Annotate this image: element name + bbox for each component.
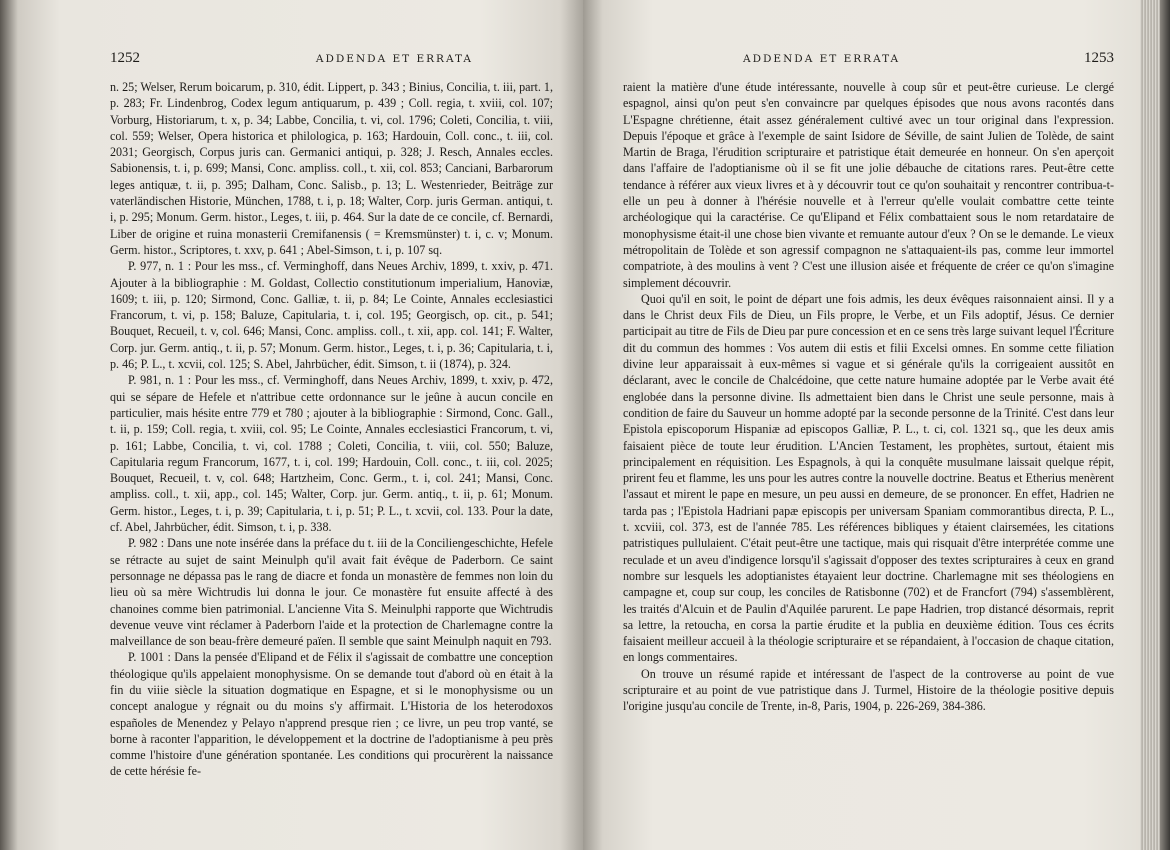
book-cover-edge <box>1160 0 1170 850</box>
right-paragraph-3: On trouve un résumé rapide et intéressant de l'aspect de la controverse au point de vue scripturaire et au point de vue patristique dans J. Turmel, Histoire de la théologie positive depuis l'origine jusqu'au concile de Trente, in-8, Paris, 1904, p. 226-269, 384-386. <box>623 666 1114 714</box>
right-running-head: ADDENDA ET ERRATA <box>743 53 901 65</box>
left-paragraph-4: P. 982 : Dans une note insérée dans la préface du t. iii de la Conciliengeschichte, Hefele se rétracte au sujet de saint Meinulph qu'il avait fait évêque de Paderborn. Ce saint personnage ne dépassa pas le rang de diacre et fonda un monastère de femmes non loin du lieu où sa mère Wichtrudis lui donna le jour. Ce monastère fut ensuite affecté à des chanoines comme bien patrimonial. L'ancienne Vita S. Meinulphi rapporte que Wichtrudis devenue veuve vint réclamer à Paderborn l'aide et la protection de Charlemagne contre la malveillance de son beau-frère demeuré païen. Il semble que saint Meinulph naquit en 793. <box>110 536 553 649</box>
right-page-number: 1253 <box>1084 50 1114 66</box>
left-paragraph-3: P. 981, n. 1 : Pour les mss., cf. Verminghoff, dans Neues Archiv, 1899, t. xxiv, p. 472, qui se sépare de Hefele et n'attribue cette ordonnance sur le jeûne à aucun concile en particulier, mais hésite entre 779 et 780 ; ajouter à la bibliographie : Sirmond, Conc. Gall., t. ii, p. 159; Coll. regia, t. xviii, col. 95; Le Cointe, Annales ecclesiastici Francorum, t. vi, p. 161; Labbe, Concilia, t. vi, col. 1788 ; Coleti, Concilia, t. viii, col. 550; Baluze, Capitularia regum Francorum, 1677, t. i, col. 199; Hardouin, Coll. conc., t. iii, col. 2025; Bouquet, Recueil, t. v, col. 648; Hartzheim, Conc. Germ., t. i, col. 241; Mansi, Conc. ampliss. coll., t. xii, app., col. 145; Walter, Corp. jur. Germ. antiq., t. ii, p. 61; Monum. Germ. histor., Leges, t. i, p. 39; Capitularia, t. i, p. 51; P. L., t. xcvii, col. 133. Pour la date, cf. Abel, Jahrbücher, édit. Simson, t. i, p. 338. <box>110 373 553 535</box>
right-paragraph-2: Quoi qu'il en soit, le point de départ une fois admis, les deux évêques raisonnaient ainsi. Il y a dans le Christ deux Fils de Dieu, un Fils propre, le Verbe, et un Fils adoptif, Jésus. Ce dernier participait au titre de Fils de Dieu par pure concession et en ce sens très large suivant lequel l'Écriture dit du commun des hommes : Vos autem dii estis et filii Excelsi omnes. En somme cette filiation divine leur apparaissait à eux-mêmes si vague et si générale qu'ils la corrigeaient aussitôt en déclarant, avec le concile de Chalcédoine, que cette nature humaine adoptée par le Verbe avait été englobée dans la personne divine. Ils admettaient bien dans le Christ une seule personne, mais à condition de faire du Sauveur un homme adopté par la seconde personne de la Trinité. C'est dans leur Epistola episcoporum Hispaniæ ad episcopos Galliæ, P. L., t. ci, col. 1321 sq., que les deux amis faisaient pièce de toute leur érudition. L'Ancien Testament, les prophètes, surtout, étaient mis principalement en réquisition. Les Espagnols, à qui la conquête musulmane laissait quelque répit, prirent feu et flamme, les uns pour les autres contre la nouvelle doctrine. Beatus et Etherius menèrent l'assaut et mirent le pape en mesure, un peu aussi en demeure, de se prononcer. En effet, Hadrien ne tarda pas ; l'Epistola Hadriani papæ episcopis per universam Spaniam commorantibus directa, P. L., t. xcviii, col. 373, est de l'année 785. Les références bibliques y étaient clairsemées, les citations patristiques pullulaient. C'était peut-être une tactique, mais qui risquait d'être interprétée comme une reculade et un aveu d'indigence lorsqu'il s'agissait d'opposer des textes scripturaires à ceux en grand nombre sur lesquels les adoptianistes étayaient leur doctrine. Charlemagne mit ses théologiens en campagne et, coup sur coup, les conciles de Ratisbonne (702) et de Francfort (794) s'assemblèrent, les traités d'Alcuin et de Paulin d'Aquilée parurent. Le pape Hadrien, trop distancé désormais, reprit sa lettre, la retoucha, en corsa la partie érudite et la publia en deuxième édition. Tous ces écrits faisaient meilleur accueil à la théologie scripturaire et se répandaient, à l'occasion de chaque citation, en longs commentaires. <box>623 291 1114 665</box>
left-paragraph-5: P. 1001 : Dans la pensée d'Elipand et de Félix il s'agissait de combattre une conception théologique qu'ils appelaient monophysisme. On se demande tout d'abord où en était à la fin du viiie siècle la situation dogmatique en Espagne, et si le monophysisme ou un concept analogue y régnait ou du moins s'y affirmait. L'Historia de los heterodoxos españoles de Menendez y Pelayo n'apprend presque rien ; ce livre, un peu trop vanté, se borne à raconter l'apparition, le développement et la doctrine de l'adoptianisme à peu près comme l'histoire d'une génération spontanée. Les conditions qui procurèrent la naissance de cette hérésie fe- <box>110 650 553 779</box>
left-page-number: 1252 <box>110 50 140 66</box>
right-paragraph-1: raient la matière d'une étude intéressante, nouvelle à coup sûr et peut-être curieuse. Le clergé espagnol, ainsi qu'on peut s'en convaincre par quelques épisodes que nous avons racontés dans L'Espagne chrétienne, était assez généralement cultivé avec un tour original dans l'expression. Depuis l'époque et grâce à l'exemple de saint Isidore de Séville, de saint Julien de Tolède, de saint Martin de Braga, l'érudition scripturaire et patristique était demeurée en honneur. On s'en aperçoit dans l'affaire de l'adoptianisme où il se fit une jolie débauche de citations rares. Peut-être cette tendance à référer aux vieux livres et à y découvrir tout ce qu'on souhaitait y rencontrer contribua-t-elle un peu à donner à l'hérésie nouvelle et à l'erreur qu'elle voulait combattre cette teinte archéologique qui la caractérise. Ce qu'Elipand et Félix combattaient sous le nom retardataire de monophysisme était-il une chose bien vivante et remuante autour d'eux ? On se le demande. Le vieux métropolitain de Tolède et son agressif compagnon ne s'attaquaient-ils pas, comme leur immortel compatriote, à des moulins à vent ? C'est une illusion aisée et fréquente de créer ce qu'on s'imagine simplement découvrir. <box>623 80 1114 290</box>
right-page-body <box>623 79 1114 715</box>
left-page-body <box>110 79 553 780</box>
left-running-head: ADDENDA ET ERRATA <box>315 53 473 65</box>
left-page-header <box>110 50 553 70</box>
right-page <box>583 0 1140 850</box>
right-page-header <box>623 50 1114 70</box>
left-paragraph-1: n. 25; Welser, Rerum boicarum, p. 310, édit. Lippert, p. 343 ; Binius, Concilia, t. iii, part. 1, p. 283; Fr. Lindenbrog, Codex legum antiquarum, p. 439 ; Coll. regia, t. xviii, col. 107; Vorburg, Historiarum, t. x, p. 34; Labbe, Concilia, t. vi, col. 1796; Coleti, Concilia, t. viii, col. 559; Welser, Opera historica et philologica, p. 163; Hardouin, Coll. conc., t. iii, col. 2031; Georgisch, Corpus juris can. Germanici antiqui, p. 328; J. Resch, Annales eccles. Sabionensis, t. i, p. 699; Mansi, Conc. ampliss. coll., t. xii, col. 853; Canciani, Barbarorum leges antiquæ, t. ii, p. 395; Dalham, Conc. Salisb., p. 13; L. Westenrieder, Beiträge zur vaterländischen Historie, München, 1788, t. i, p. 18; Walter, Corp. juris German. antiqui, t. i, p. 295; Monum. Germ. histor., Leges, t. iii, p. 464. Sur la date de ce concile, cf. Bernardi, Liber de origine et ruina monasterii Cremifanensis ( = Kremsmünster) t. i, c. v; Monum. Germ. histor., Scriptores, t. xxv, p. 641 ; Abel-Simson, t. i, p. 107 sq. <box>110 80 553 257</box>
left-page <box>0 0 583 850</box>
left-paragraph-2: P. 977, n. 1 : Pour les mss., cf. Verminghoff, dans Neues Archiv, 1899, t. xxiv, p. 471. Ajouter à la bibliographie : M. Goldast, Collectio constitutionum imperialium, Hanoviæ, 1609; t. iii, p. 120; Sirmond, Conc. Galliæ, t. ii, p. 84; Le Cointe, Annales ecclesiastici Francorum, t. vi, p. 158; Baluze, Capitularia, t. i, col. 195; Georgisch, op. cit., p. 541; Bouquet, Recueil, t. v, col. 646; Mansi, Conc. ampliss. coll., t. xii, app. col. 141; F. Walter, Corp. jur. Germ. antiq., t. ii, p. 57; Monum. Germ. histor., Leges, t. i, p. 36; Capitularia, t. i, p. 46; P. L., t. xcvii, col. 125; S. Abel, Jahrbücher, édit. Simson, t. ii (1874), p. 324. <box>110 259 553 372</box>
